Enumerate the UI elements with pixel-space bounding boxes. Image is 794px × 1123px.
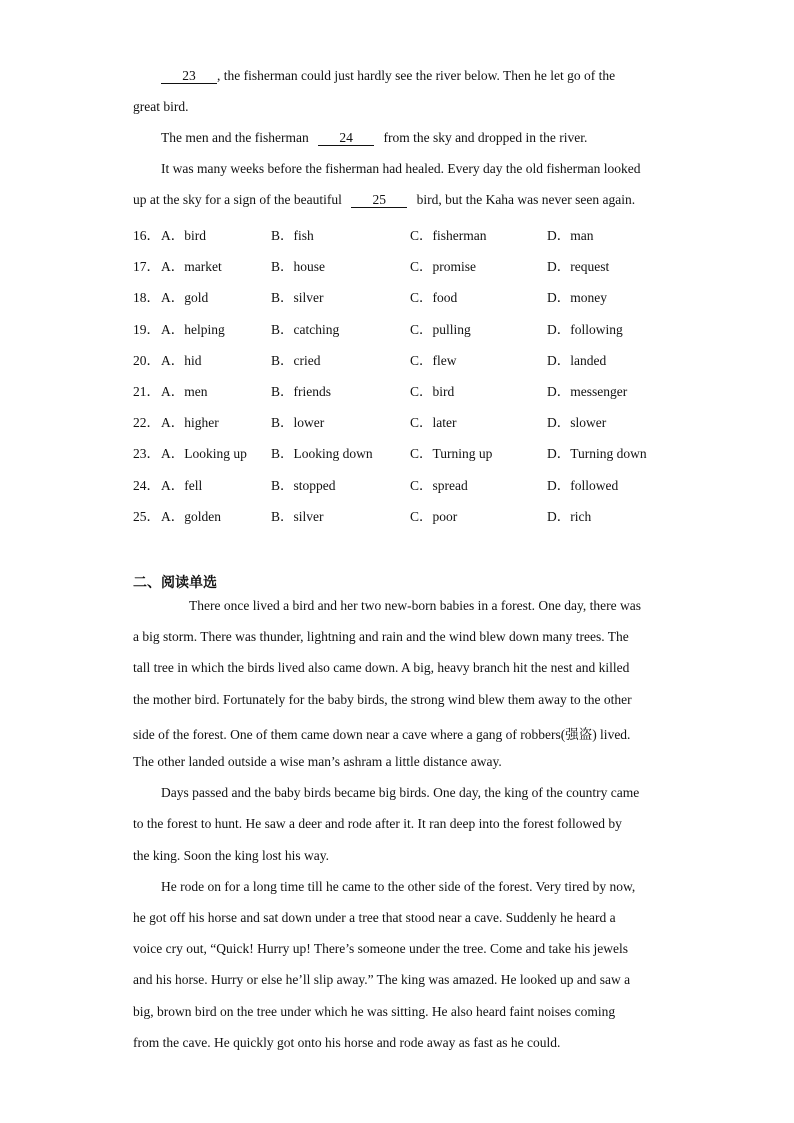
question-row [133, 349, 673, 367]
option-c: C．bird [410, 384, 455, 399]
passage-line: There once lived a bird and her two new-born babies in a forest. One day, there was [189, 598, 641, 613]
question-number: 23． [133, 446, 160, 462]
passage-line: he got off his horse and sat down under a tree that stood near a cave. Suddenly he heard a [133, 910, 616, 925]
option-a: A．market [161, 259, 222, 275]
option-d: D．Turning down [547, 446, 647, 462]
option-a: A．gold [161, 290, 209, 306]
question-number: 19． [133, 321, 160, 337]
question-number: 21． [133, 384, 160, 399]
option-c: C．flew [410, 352, 457, 368]
option-b: B．friends [271, 384, 331, 399]
option-c: C．spread [410, 477, 468, 493]
passage-line: the king. Soon the king lost his way. [133, 847, 329, 863]
option-d: D．rich [547, 508, 592, 524]
passage-line: The other landed outside a wise man’s ashram a little distance away. [133, 754, 502, 769]
option-b: B．silver [271, 508, 324, 524]
option-d: D．money [547, 290, 607, 306]
question-row [133, 442, 673, 460]
option-b: B．silver [271, 290, 324, 306]
cloze-line-2: great bird. [133, 99, 189, 114]
cloze-line-5 [133, 192, 635, 208]
option-a: A．Looking up [161, 446, 247, 462]
option-a: A．golden [161, 508, 221, 524]
option-c: C．Turning up [410, 446, 493, 462]
question-number: 18． [133, 290, 160, 306]
option-c: C．pulling [410, 321, 471, 337]
question-row [133, 318, 673, 336]
question-row [133, 286, 673, 304]
question-number: 22． [133, 415, 160, 431]
option-a: A．fell [161, 477, 203, 493]
passage-line: He rode on for a long time till he came to the other side of the forest. Very tired by now, [161, 878, 636, 894]
blank-25: 25 [351, 193, 407, 208]
question-number: 17． [133, 259, 160, 275]
question-number: 16． [133, 228, 160, 243]
option-b: B．house [271, 259, 325, 275]
passage-line: a big storm. There was thunder, lightning and rain and the wind blew down many trees. The [133, 629, 629, 645]
passage-line: Days passed and the baby birds became big birds. One day, the king of the country came [161, 785, 640, 801]
option-b: B．Looking down [271, 446, 373, 462]
option-b: B．lower [271, 415, 325, 431]
option-b: B．stopped [271, 477, 336, 493]
option-d: D．messenger [547, 384, 628, 399]
option-d: D．man [547, 228, 594, 243]
cloze-line-3 [161, 130, 587, 146]
blank-24: 24 [318, 131, 374, 146]
question-row [133, 224, 673, 242]
passage-line: from the cave. He quickly got onto his horse and rode away as fast as he could. [133, 1034, 561, 1050]
passage-line: side of the forest. One of them came down near a cave where a gang of robbers(强盗) lived. [133, 726, 631, 742]
question-row [133, 255, 673, 273]
option-c: C．promise [410, 259, 476, 275]
passage-line: tall tree in which the birds lived also came down. A big, heavy branch hit the nest and killed [133, 660, 630, 676]
question-row [133, 474, 673, 492]
blank-23: 23 [161, 69, 217, 84]
cloze-text: , the fisherman could just hardly see the river below. Then he let go of the [217, 68, 616, 83]
option-d: D．following [547, 321, 623, 337]
passage-line: and his horse. Hurry or else he’ll slip away.” The king was amazed. He looked up and saw a [133, 972, 631, 988]
passage-line: the mother bird. Fortunately for the baby birds, the strong wind blew them away to the other [133, 691, 632, 707]
question-row [133, 380, 673, 398]
option-d: D．slower [547, 415, 607, 431]
option-b: B．fish [271, 228, 314, 243]
passage-line: big, brown bird on the tree under which he was sitting. He also heard faint noises coming [133, 1003, 616, 1019]
option-c: C．later [410, 415, 457, 431]
cloze-text: from the sky and dropped in the river. [383, 130, 588, 145]
option-a: A．hid [161, 352, 202, 368]
cloze-text: bird, but the Kaha was never seen again. [416, 192, 636, 207]
passage-line: voice cry out, “Quick! Hurry up! There’s someone under the tree. Come and take his jewels [133, 941, 628, 957]
passage-line: to the forest to hunt. He saw a deer and rode after it. It ran deep into the forest followed by [133, 816, 622, 832]
option-d: D．request [547, 259, 610, 275]
option-c: C．poor [410, 508, 458, 524]
option-d: D．followed [547, 477, 619, 493]
option-b: B．catching [271, 321, 340, 337]
question-number: 24． [133, 477, 160, 493]
option-d: D．landed [547, 352, 607, 368]
cloze-line-1 [161, 68, 615, 84]
cloze-text: up at the sky for a sign of the beautiful [133, 192, 342, 207]
cloze-line-4: It was many weeks before the fisherman had healed. Every day the old fisherman looked [161, 161, 641, 176]
option-a: A．higher [161, 415, 219, 431]
option-c: C．fisherman [410, 228, 487, 243]
question-row [133, 411, 673, 429]
option-c: C．food [410, 290, 458, 306]
cloze-text: The men and the fisherman [161, 130, 309, 145]
section-title: 二、阅读单选 [133, 575, 217, 591]
option-b: B．cried [271, 352, 321, 368]
question-row [133, 505, 673, 523]
question-number: 25． [133, 508, 160, 524]
option-a: A．helping [161, 321, 225, 337]
option-a: A．men [161, 384, 208, 399]
question-number: 20． [133, 352, 160, 368]
option-a: A．bird [161, 228, 206, 243]
